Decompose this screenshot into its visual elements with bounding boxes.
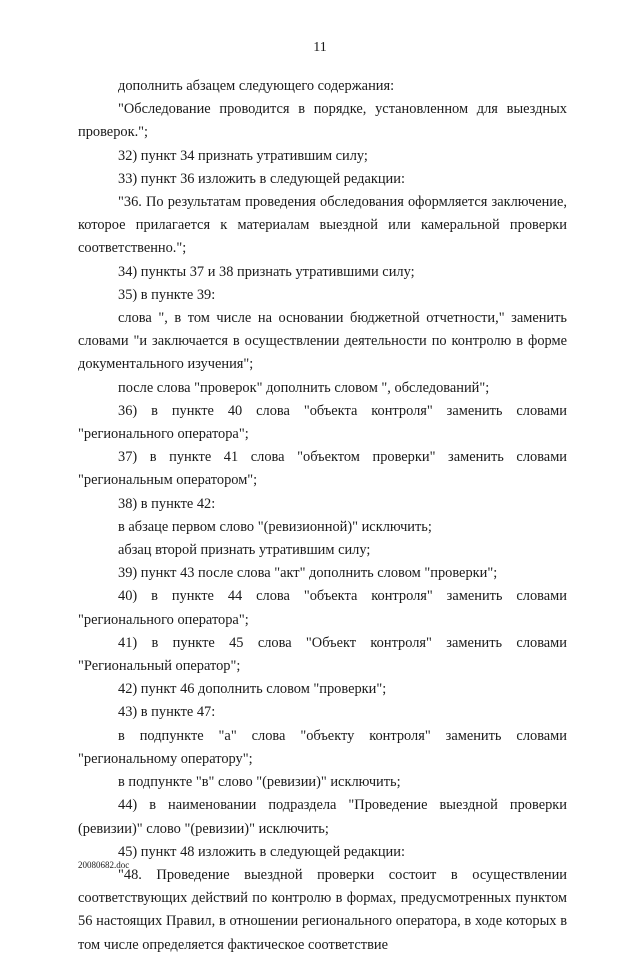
paragraph: 38) в пункте 42: xyxy=(118,495,216,512)
paragraph: "36. По результатам проведения обследования оформляется заключение, которое прилагается к материалам выездной или камеральной проверки соответственно."; xyxy=(78,194,567,257)
page-number: 11 xyxy=(313,40,327,55)
paragraph: 42) пункт 46 дополнить словом "проверки"; xyxy=(118,681,387,698)
paragraph: 32) пункт 34 признать утратившим силу; xyxy=(118,147,368,164)
paragraph: 39) пункт 43 после слова "акт" дополнить словом "проверки"; xyxy=(118,565,498,582)
footer-filename: 20080682.doc xyxy=(78,860,130,870)
paragraph: 45) пункт 48 изложить в следующей редакции: xyxy=(118,843,405,860)
paragraph: 44) в наименовании подраздела "Проведение выездной проверки (ревизии)" слово "(ревизии)" исключить; xyxy=(78,797,567,837)
paragraph: "48. Проведение выездной проверки состоит в осуществлении соответствующих действий по контролю в формах, предусмотренных пунктом 56 настоящих Правил, в отношении регионального оператора, в ходе которых в том числе определяется фактическое соответствие xyxy=(78,866,567,953)
document-body xyxy=(78,75,567,957)
paragraph: в абзаце первом слово "(ревизионной)" исключить; xyxy=(118,518,432,535)
paragraph: 34) пункты 37 и 38 признать утратившими силу; xyxy=(118,263,415,280)
paragraph: абзац второй признать утратившим силу; xyxy=(118,542,371,559)
paragraph: в подпункте "в" слово "(ревизии)" исключить; xyxy=(118,774,401,791)
paragraph: 41) в пункте 45 слова "Объект контроля" заменить словами "Региональный оператор"; xyxy=(78,634,567,675)
paragraph: 35) в пункте 39: xyxy=(118,286,216,303)
paragraph: 37) в пункте 41 слова "объектом проверки" заменить словами "региональным оператором"; xyxy=(78,449,567,489)
paragraph: "Обследование проводится в порядке, установленном для выездных проверок."; xyxy=(78,101,567,141)
paragraph: 43) в пункте 47: xyxy=(118,704,216,721)
paragraph: в подпункте "а" слова "объекту контроля" заменить словами "региональному оператору"; xyxy=(78,727,567,767)
paragraph: дополнить абзацем следующего содержания: xyxy=(118,78,395,94)
paragraph: после слова "проверок" дополнить словом ", обследований"; xyxy=(118,379,490,396)
paragraph: 36) в пункте 40 слова "объекта контроля" заменить словами "регионального оператора"; xyxy=(78,402,567,443)
paragraph: 33) пункт 36 изложить в следующей редакции: xyxy=(118,170,405,187)
paragraph: 40) в пункте 44 слова "объекта контроля" заменить словами "регионального оператора"; xyxy=(78,588,567,628)
paragraph: слова ", в том числе на основании бюджетной отчетности," заменить словами "и заключается в осуществлении деятельности по контролю в форме документального изучения"; xyxy=(78,310,567,373)
